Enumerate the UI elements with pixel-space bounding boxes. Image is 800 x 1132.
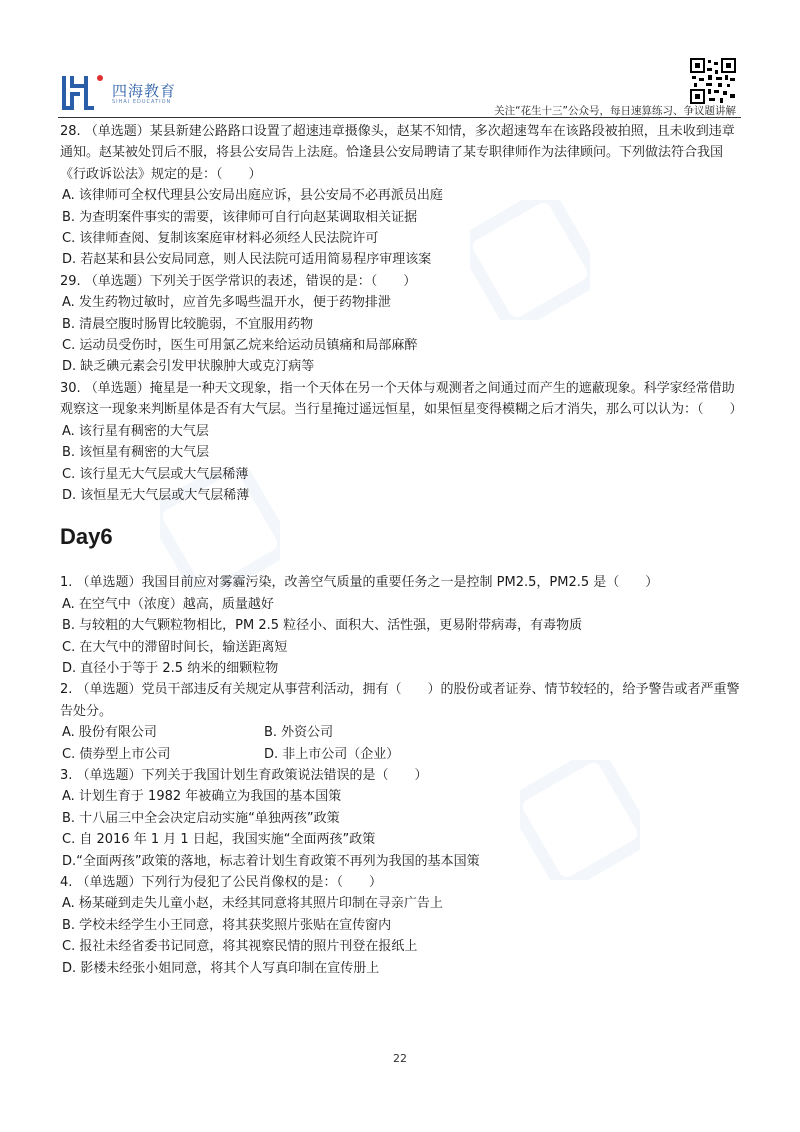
- question-stem: 3. （单选题）下列关于我国计划生育政策说法错误的是（ ）: [60, 767, 428, 783]
- question-option: D. 非上市公司（企业）: [264, 746, 400, 762]
- question-option: C. 该行星无大气层或大气层稀薄: [62, 466, 249, 482]
- page-header: [0, 0, 800, 118]
- question-option: B. 外资公司: [264, 725, 334, 741]
- question-stem: 4. （单选题）下列行为侵犯了公民肖像权的是：（ ）: [60, 875, 383, 890]
- question-option: A. 杨某碰到走失儿童小赵，未经其同意将其照片印制在寻亲广告上: [62, 896, 443, 912]
- option-row: [60, 722, 742, 743]
- question-option: A. 在空气中（浓度）越高，质量越好: [62, 596, 274, 612]
- question-option: D. 若赵某和县公安局同意，则人民法院可适用简易程序审理该案: [62, 252, 432, 268]
- question-option: D. 直径小于等于 2.5 纳米的细颗粒物: [62, 660, 279, 676]
- question-option: A. 发生药物过敏时，应首先多喝些温开水，便于药物排泄: [62, 295, 391, 311]
- question-option: D. 该恒星无大气层或大气层稀薄: [62, 487, 250, 503]
- sihai-logo-icon: [60, 72, 106, 112]
- question-option: C. 自 2016 年 1 月 1 日起，我国实施“全面两孩”政策: [62, 832, 376, 848]
- question-option: D. 影楼未经张小姐同意，将其个人写真印制在宣传册上: [62, 960, 380, 976]
- question-option: D.“全面两孩”政策的落地，标志着计划生育政策不再列为我国的基本国策: [62, 853, 480, 869]
- question-option: B. 学校未经学生小王同意，将其获奖照片张贴在宣传窗内: [62, 917, 392, 933]
- qr-code-icon: [690, 58, 736, 104]
- page-number: 22: [393, 1052, 407, 1065]
- question-option: C. 运动员受伤时，医生可用氯乙烷来给运动员镇痛和局部麻醉: [62, 338, 418, 354]
- page-content: [60, 121, 742, 979]
- question-option: B. 十八届三中全会决定启动实施“单独两孩”政策: [62, 810, 340, 826]
- question-option: B. 清晨空腹时肠胃比较脆弱，不宜服用药物: [62, 316, 314, 332]
- question-option: C. 在大气中的滞留时间长，输送距离短: [62, 639, 288, 655]
- header-slogan: 关注“花生十三”公众号，每日速算练习、争议题讲解: [494, 105, 736, 117]
- question-option: C. 该律师查阅、复制该案庭审材料必须经人民法院许可: [62, 231, 379, 247]
- option-row: [60, 744, 742, 765]
- question-stem: 1. （单选题）我国目前应对雾霾污染，改善空气质量的重要任务之一是控制 PM2.5，PM2.5 是（ ）: [60, 575, 659, 591]
- question-option: C. 报社未经省委书记同意，将其视察民情的照片刊登在报纸上: [62, 939, 418, 955]
- question-option: B. 为查明案件事实的需要，该律师可自行向赵某调取相关证据: [62, 209, 418, 225]
- question-option: D. 缺乏碘元素会引发甲状腺肿大或克汀病等: [62, 359, 315, 375]
- question-option: C. 债券型上市公司: [62, 746, 171, 762]
- header-divider: [58, 117, 741, 118]
- logo-text: 四海教育: [112, 82, 177, 100]
- question-stem: 2. （单选题）党员干部违反有关规定从事营利活动，拥有（ ）的股份或者证券、情节较轻的，给予警告或者严重警告处分。: [60, 682, 740, 719]
- logo-subtitle: SIHAI EDUCATION: [112, 99, 172, 105]
- section-heading-day6: Day6: [60, 524, 113, 550]
- question-stem: 30. （单选题）掩星是一种天文现象，指一个天体在另一个天体与观测者之间通过而产生的遮蔽现象。科学家经常借助观察这一现象来判断星体是否有大气层。当行星掩过遥远恒星，如果恒星变得模糊之后才消失，那么可以认为：（ ）: [60, 380, 743, 418]
- question-option: B. 与较粗的大气颗粒物相比，PM 2.5 粒径小、面积大、活性强，更易附带病毒，有毒物质: [62, 618, 583, 634]
- question-option: A. 该律师可全权代理县公安局出庭应诉，县公安局不必再派员出庭: [62, 188, 443, 204]
- question-stem: 28. （单选题）某县新建公路路口设置了超速违章摄像头，赵某不知情，多次超速驾车在该路段被拍照，且未收到违章通知。赵某被处罚后不服，将县公安局告上法庭。恰逢县公安局聘请了某专职律师作为法律顾问。下列做法符合我国《行政诉讼法》规定的是：（ ）: [60, 124, 735, 182]
- question-option: A. 股份有限公司: [62, 725, 157, 741]
- question-stem: 29. （单选题）下列关于医学常识的表述，错误的是：（ ）: [60, 273, 417, 289]
- question-option: A. 计划生育于 1982 年被确立为我国的基本国策: [62, 789, 342, 805]
- question-option: A. 该行星有稠密的大气层: [62, 423, 209, 439]
- question-option: B. 该恒星有稠密的大气层: [62, 445, 210, 461]
